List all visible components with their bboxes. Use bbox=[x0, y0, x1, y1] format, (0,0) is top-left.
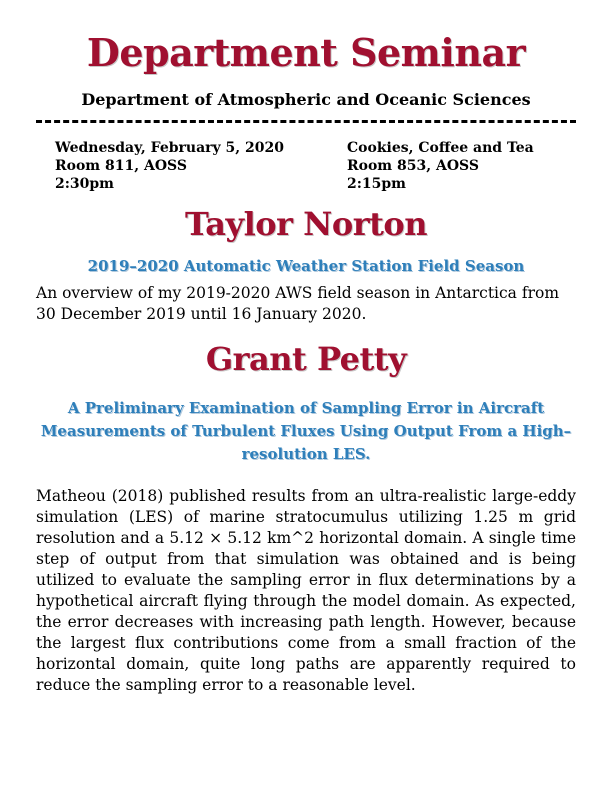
seminar-details bbox=[55, 139, 284, 193]
seminar-time: 2:30pm bbox=[55, 176, 114, 192]
talk-title: 2019–2020 Automatic Weather Station Field Season bbox=[87, 257, 525, 275]
dashed-divider bbox=[36, 120, 576, 123]
reception-details bbox=[347, 139, 534, 193]
reception-label: Cookies, Coffee and Tea bbox=[347, 140, 534, 156]
speaker-name: Grant Petty bbox=[205, 340, 407, 378]
reception-room: Room 853, AOSS bbox=[347, 158, 479, 174]
talk-abstract: An overview of my 2019-2020 AWS field season in Antarctica from 30 December 2019 until 16 January 2020. bbox=[36, 284, 560, 323]
seminar-room: Room 811, AOSS bbox=[55, 158, 187, 174]
seminar-date: Wednesday, February 5, 2020 bbox=[55, 140, 284, 156]
talk-title: A Preliminary Examination of Sampling Error in Aircraft Measurements of Turbulent Fluxes Using Output From a High–resolution LES. bbox=[40, 399, 572, 463]
seminar-title: Department Seminar bbox=[86, 30, 526, 75]
reception-time: 2:15pm bbox=[347, 176, 406, 192]
talk-abstract: Matheou (2018) published results from an ultra-realistic large-eddy simulation (LES) of marine stratocumulus utilizing 1.25 m grid resolution and a 5.12 × 5.12 km^2 horizontal domain. A single time step of output from that simulation was obtained and is being utilized to evaluate the sampling error in flux determinations by a hypothetical aircraft flying through the model domain. As expected, the error decreases with increasing path length. However, because the largest flux contributions come from a small fraction of the horizontal domain, quite long paths are apparently required to reduce the sampling error to a reasonable level. bbox=[36, 487, 576, 694]
department-name: Department of Atmospheric and Oceanic Sciences bbox=[81, 90, 531, 109]
speaker-name: Taylor Norton bbox=[185, 205, 427, 243]
